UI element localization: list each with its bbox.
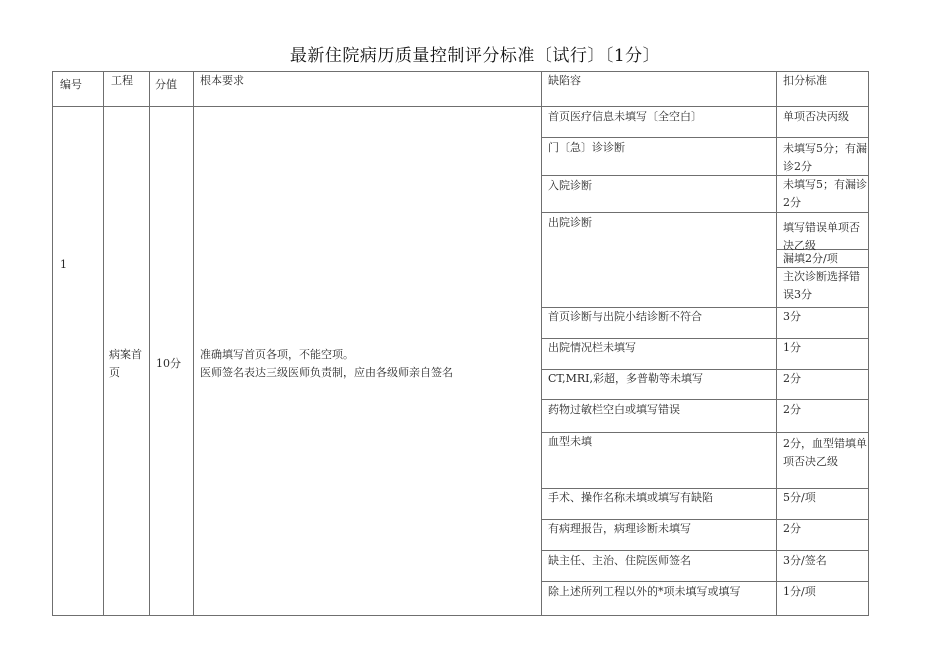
defect-item: CT,MRI,彩超，多普勒等未填写 (548, 372, 704, 385)
row-score: 10分 (156, 357, 181, 370)
deduction-item: 单项否决丙级 (783, 110, 849, 123)
header-requirement: 根本要求 (200, 74, 244, 87)
defect-item: 门〔急〕诊诊断 (548, 141, 625, 154)
deduction-item: 5分/项 (783, 491, 816, 504)
deduction-item: 未填写5；有漏诊2分 (783, 178, 867, 209)
defect-item: 缺主任、主治、住院医师签名 (548, 554, 691, 567)
deduction-item: 3分 (783, 310, 801, 323)
header-project: 工程 (111, 74, 133, 87)
defect-item: 首页诊断与出院小结诊断不符合 (548, 310, 702, 323)
defect-item: 血型未填 (548, 435, 592, 448)
deduction-item: 3分/签名 (783, 554, 827, 567)
defect-item: 出院诊断 (548, 216, 592, 229)
defect-item: 除上述所列工程以外的*项未填写或填写 (548, 585, 741, 598)
defect-item: 入院诊断 (548, 179, 592, 192)
deduction-item: 2分 (783, 372, 801, 385)
row-project: 病案首页 (109, 348, 142, 379)
row-requirement-line1: 准确填写首页各项，不能空项。 (200, 348, 354, 361)
deduction-item: 漏填2分/项 (783, 252, 838, 265)
defect-item: 首页医疗信息未填写〔全空白〕 (548, 110, 702, 123)
defect-item: 药物过敏栏空白或填写错误 (548, 403, 680, 416)
row-requirement-line2: 医师签名表达三级医师负责制，应由各级师亲自签名 (200, 366, 453, 379)
header-score: 分值 (155, 78, 177, 91)
deduction-item: 填写错误单项否决乙级 (783, 221, 860, 252)
defect-item: 有病理报告，病理诊断未填写 (548, 522, 691, 535)
header-defect: 缺陷容 (548, 74, 581, 87)
deduction-item: 1分/项 (783, 585, 816, 598)
deduction-item: 1分 (783, 341, 801, 354)
deduction-item: 2分，血型错填单项否决乙级 (783, 437, 867, 468)
defect-item: 出院情况栏未填写 (548, 341, 636, 354)
document-title: 最新住院病历质量控制评分标准〔试行〕〔1分〕 (289, 46, 661, 66)
header-deduction: 扣分标准 (783, 74, 827, 87)
defect-item: 手术、操作名称未填或填写有缺陷 (548, 491, 713, 504)
deduction-item: 主次诊断选择错误3分 (783, 270, 860, 301)
deduction-item: 2分 (783, 403, 801, 416)
deduction-item: 未填写5分；有漏诊2分 (783, 142, 867, 173)
header-number: 编号 (60, 78, 82, 91)
row-number: 1 (60, 258, 67, 271)
deduction-item: 2分 (783, 522, 801, 535)
